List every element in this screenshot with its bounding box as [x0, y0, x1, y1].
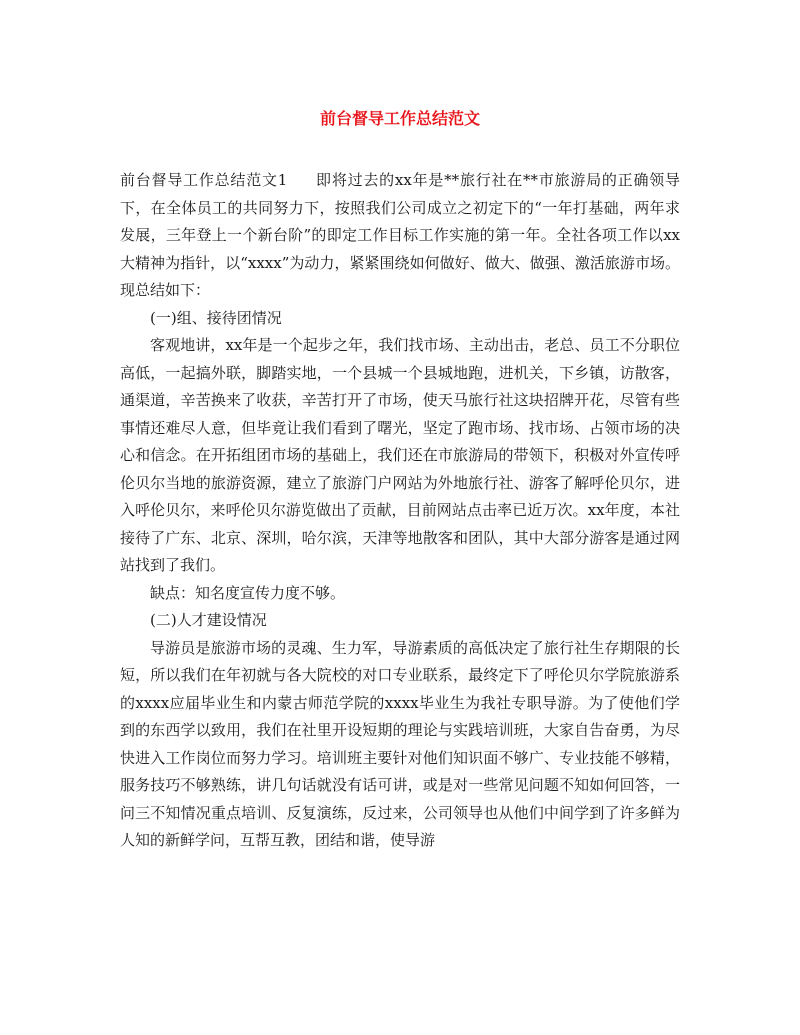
document-title: 前台督导工作总结范文: [319, 109, 480, 128]
section2-heading: (二)人才建设情况: [150, 611, 267, 629]
intro-paragraph: [120, 167, 680, 305]
section1-heading: (一)组、接待团情况: [150, 308, 282, 327]
document-body: [120, 167, 680, 855]
section2-paragraph: 导游员是旅游市场的灵魂、生力军，导游素质的高低决定了旅行社生存期限的长短，所以我们在年初就与各大院校的对口专业联系，最终定下了呼伦贝尔学院旅游系的xxxx应届毕业生和内蒙古师范学院的xxxx毕业生为我社专职导游。为了使他们学到的东西学以致用，我们在社里开设短期的理论与实践培训班，大家自告奋勇，为尽快进入工作岗位而努力学习。培训班主要针对他们知识面不够广、专业技能不够精，服务技巧不够熟练，讲几句话就没有话可讲，或是对一些常见问题不知如何回答，一问三不知情况重点培训、反复演练，反过来，公司领导也从他们中间学到了许多鲜为人知的新鲜学问，互帮互教，团结和谐，使导游: [120, 638, 680, 849]
intro-heading: 前台督导工作总结范文1: [120, 171, 288, 189]
intro-text: 即将过去的xx年是**旅行社在**市旅游局的正确领导下，在全体员工的共同努力下，按照我们公司成立之初定下的“一年打基础，两年求发展，三年登上一个新台阶”的即定工作目标工作实施的第一年。全社各项工作以xx大精神为指针，以“xxxx”为动力，紧紧围绕如何做好、做大、做强、激活旅游市场。现总结如下：: [120, 171, 680, 299]
section1-paragraph: 客观地讲，xx年是一个起步之年，我们找市场、主动出击，老总、员工不分职位高低，一起搞外联，脚踏实地，一个县城一个县城地跑，进机关，下乡镇，访散客，通渠道，辛苦换来了收获，辛苦打开了市场，使天马旅行社这块招牌开花，尽管有些事情还难尽人意，但毕竟让我们看到了曙光，坚定了跑市场、找市场、占领市场的决心和信念。在开拓组团市场的基础上，我们还在市旅游局的带领下，积极对外宣传呼伦贝尔当地的旅游资源，建立了旅游门户网站为外地旅行社、游客了解呼伦贝尔，进入呼伦贝尔，来呼伦贝尔游览做出了贡献，目前网站点击率已近万次。xx年度，本社接待了广东、北京、深圳，哈尔滨，天津等地散客和团队，其中大部分游客是通过网站找到了我们。: [120, 336, 680, 574]
shortcoming-line: 缺点：知名度宣传力度不够。: [150, 583, 346, 602]
